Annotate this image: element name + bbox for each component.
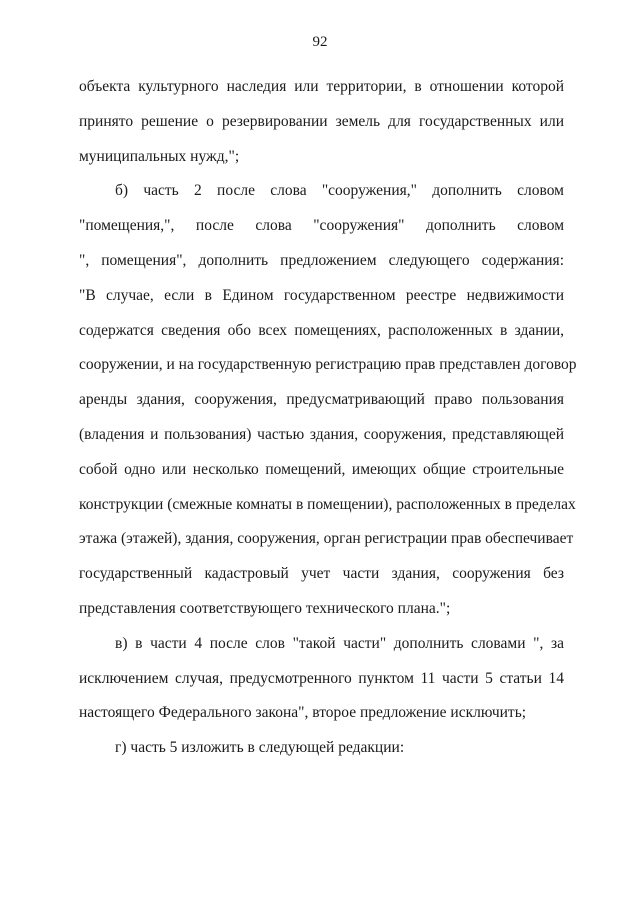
text-line: г) часть 5 изложить в следующей редакции:: [115, 739, 405, 757]
text-line: объекта культурного наследия или территории, в отношении которой: [79, 78, 564, 95]
text-line: "В случае, если в Едином государственном реестре недвижимости: [79, 286, 564, 304]
page-number: 92: [312, 34, 328, 50]
document-body: [79, 70, 577, 766]
text-line: содержатся сведения обо всех помещениях, расположенных в здании,: [79, 321, 564, 339]
text-line: этажа (этажей), здания, сооружения, орган регистрации прав обеспечивает: [79, 530, 574, 548]
text-line: конструкции (смежные комнаты в помещении), расположенных в пределах: [79, 495, 576, 513]
text-line: принято решение о резервировании земель для государственных или: [79, 112, 564, 130]
text-line: ", помещения", дополнить предложением следующего содержания:: [79, 251, 564, 269]
text-line: аренды здания, сооружения, предусматривающий право пользования: [79, 391, 564, 409]
text-line: государственный кадастровый учет части здания, сооружения без: [79, 565, 564, 583]
text-line: в) в части 4 после слов "такой части" дополнить словами ", за: [115, 634, 564, 652]
text-line: собой одно или несколько помещений, имеющих общие строительные: [79, 460, 564, 478]
text-line: представления соответствующего технического плана.";: [79, 599, 451, 617]
text-line: (владения и пользования) частью здания, сооружения, представляющей: [79, 425, 564, 443]
text-line: муниципальных нужд,";: [79, 147, 240, 165]
text-line: сооружении, и на государственную регистрацию прав представлен договор: [79, 356, 577, 374]
text-line: "помещения,", после слова "сооружения" дополнить словом: [79, 217, 564, 235]
text-line: исключением случая, предусмотренного пунктом 11 части 5 статьи 14: [79, 669, 564, 687]
text-line: б) часть 2 после слова "сооружения," дополнить словом: [115, 182, 564, 200]
text-line: настоящего Федерального закона", второе предложение исключить;: [79, 704, 527, 722]
